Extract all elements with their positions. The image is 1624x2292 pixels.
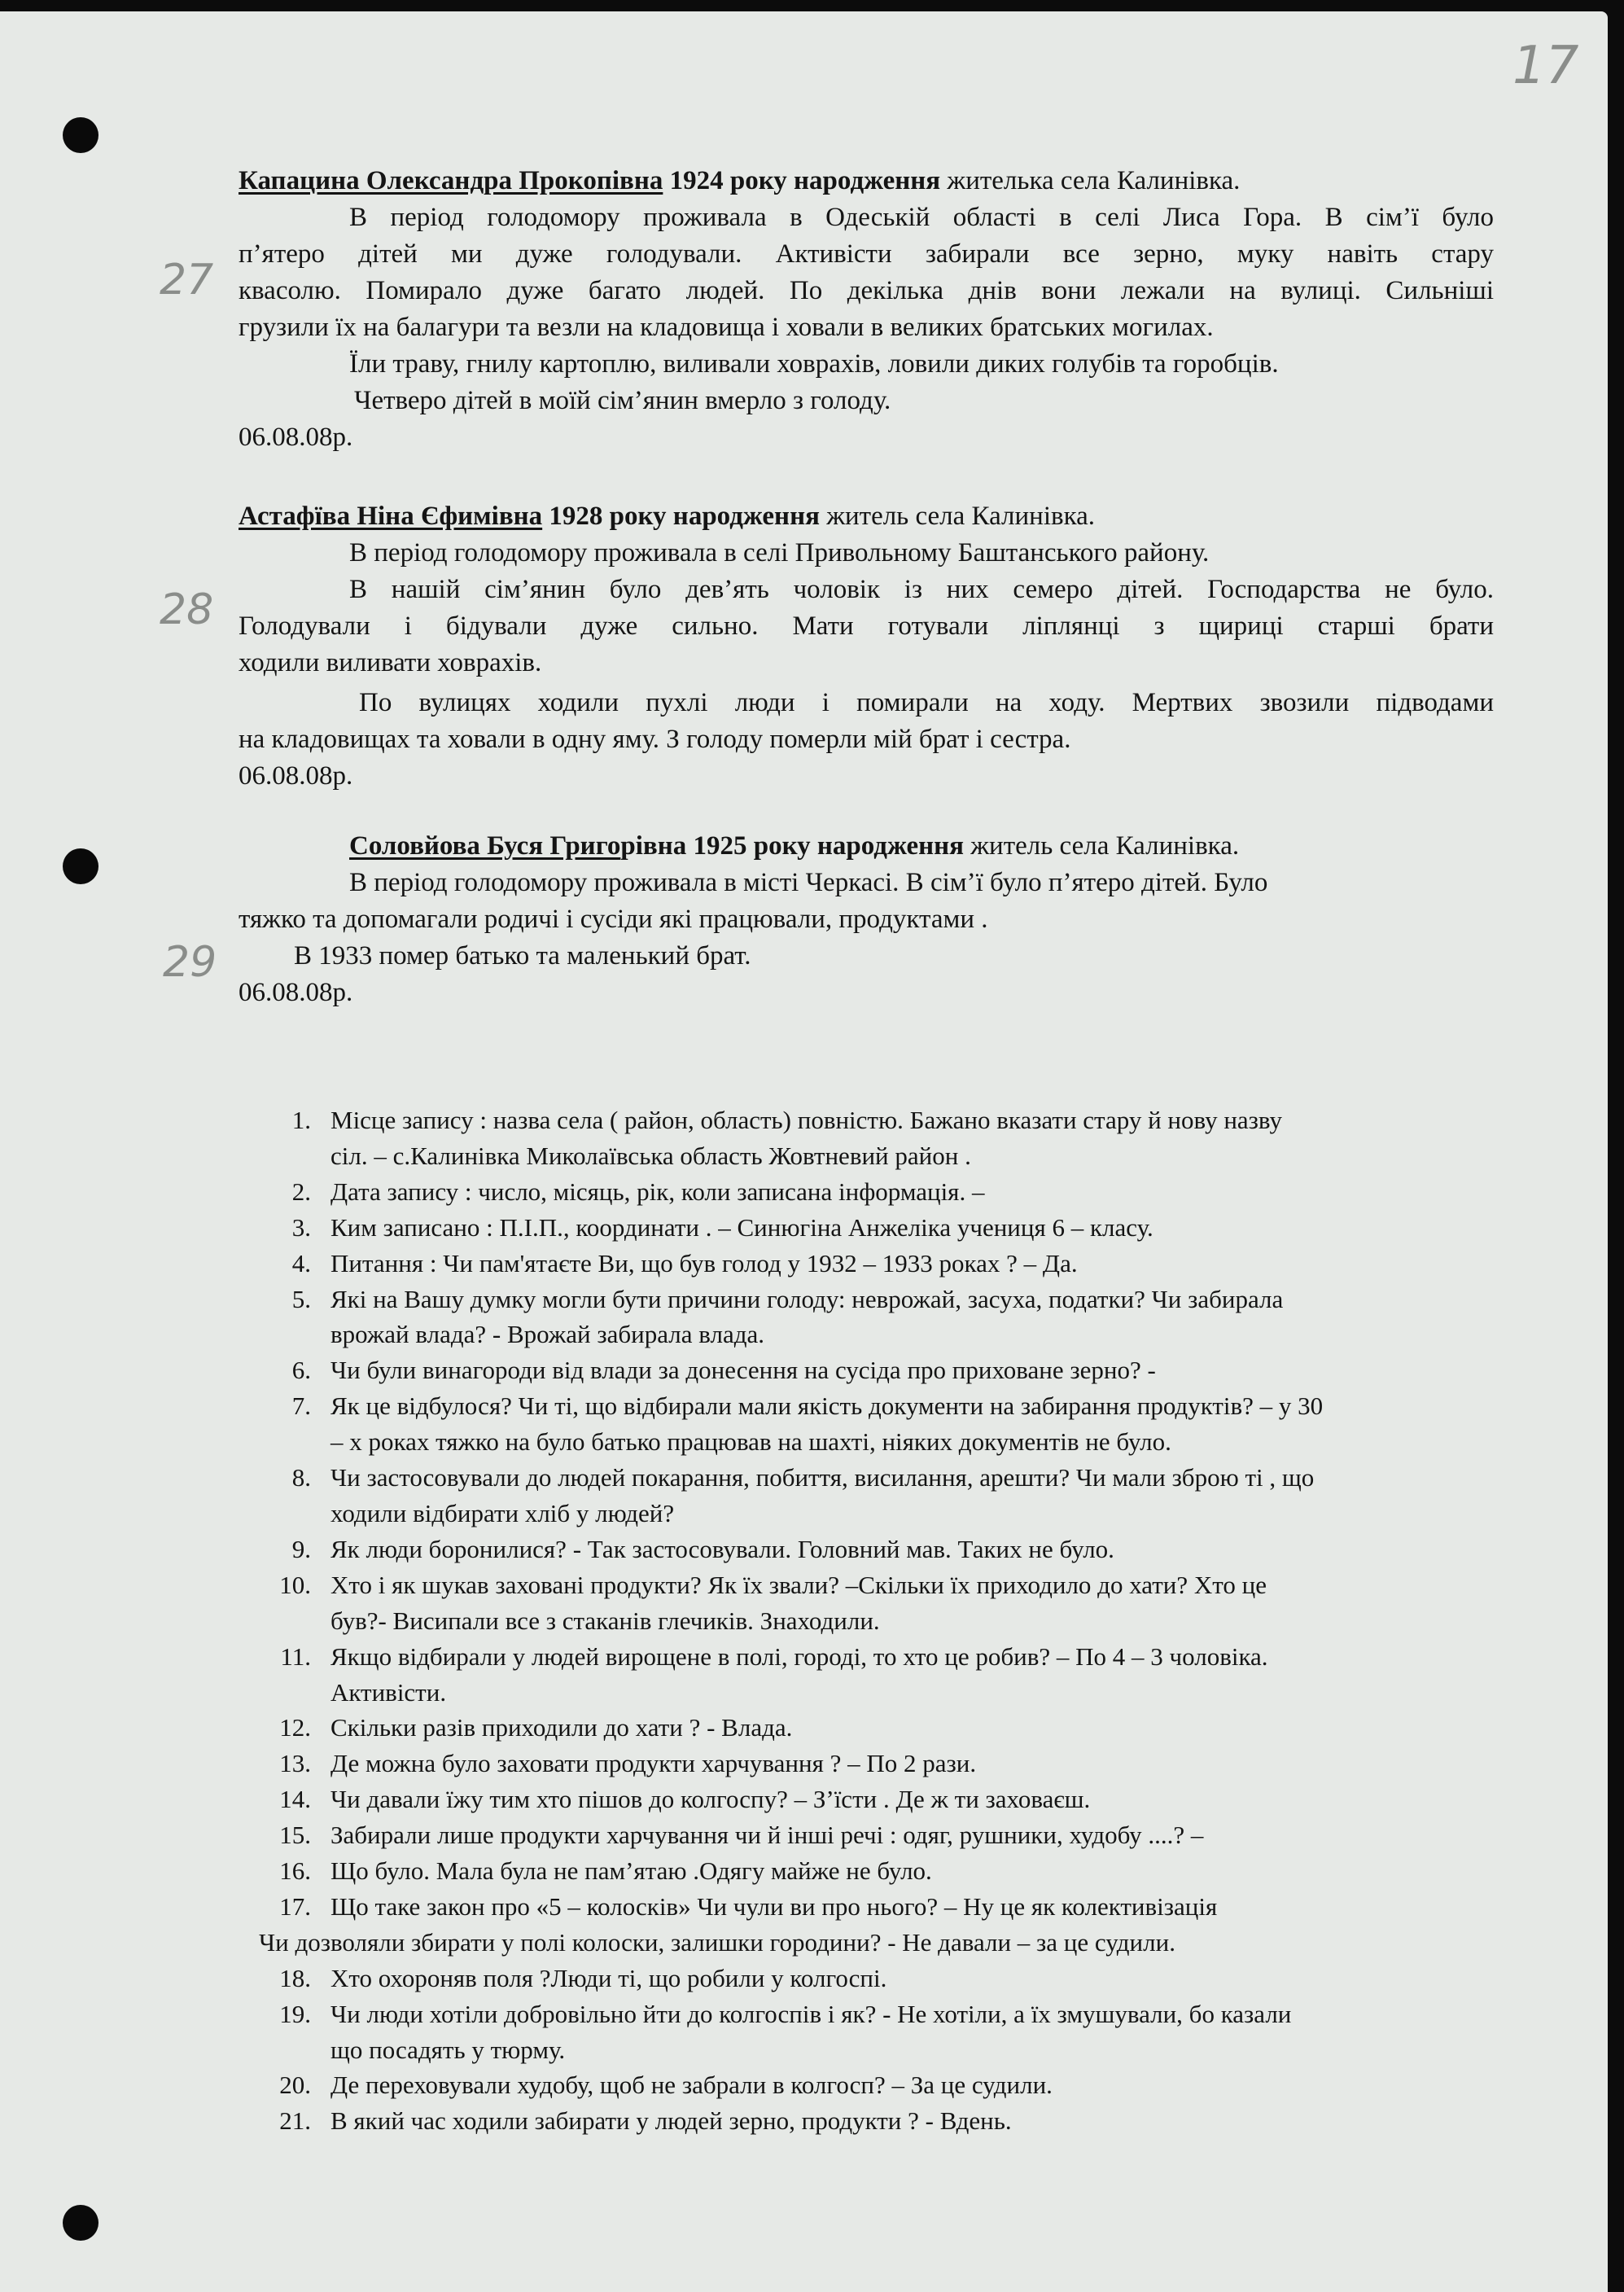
question-text-line: ходили відбирати хліб у людей? [330, 1498, 675, 1527]
question-item [269, 1746, 1506, 1781]
question-text-line: Забирали лише продукти харчування чи й інші речі : одяг, рушники, худобу ....? – [330, 1821, 1204, 1850]
question-number: 14. [279, 1785, 311, 1814]
question-text-line: Які на Вашу думку могли бути причини голоду: неврожай, засуха, податки? Чи забирала [330, 1284, 1284, 1313]
question-text-line: що посадять у тюрму. [330, 2035, 566, 2064]
birth-year: 1925 року народження [693, 831, 964, 861]
question-item [269, 1710, 1506, 1746]
residence: житель села Калинівка. [826, 502, 1096, 531]
text-line: Четверо дітей в моїй сім’янин вмерло з голоду. [354, 386, 891, 415]
residence: жителька села Калинівка. [947, 166, 1241, 195]
text-line: Їли траву, гнилу картоплю, виливали ховрахів, ловили диких голубів та горобців. [349, 349, 1279, 379]
entry-header [239, 163, 1494, 199]
question-text-line: Хто і як шукав заховані продукти? Як їх звали? –Скільки їх приходило до хати? Хто це [330, 1570, 1267, 1599]
entry-date: 06.08.08р. [239, 978, 353, 1007]
question-item [269, 1532, 1506, 1567]
text-line: ходили виливати ховрахів. [239, 648, 542, 677]
question-text-line: Місце запису : назва села ( район, область) повністю. Бажано вказати стару й нову назву [330, 1106, 1283, 1134]
question-text-line: Скільки разів приходили до хати ? - Влада. [330, 1713, 793, 1742]
question-number: 3. [291, 1212, 311, 1242]
question-text-line: Що таке закон про «5 – колосків» Чи чули ви про нього? – Ну це як колективізація [330, 1891, 1218, 1921]
question-number: 4. [291, 1248, 311, 1277]
question-text-line: Ким записано : П.І.П., координати . – Синюгіна Анжеліка учениця 6 – класу. [330, 1212, 1153, 1242]
question-item [269, 1567, 1506, 1639]
question-number: 6. [291, 1356, 311, 1385]
person-name-tail: рівна [620, 831, 687, 861]
text-line: грузили їх на балагури та везли на кладовища і ховали в великих братських могилах. [239, 313, 1214, 342]
person-name: Соловйова Буся Григо [349, 831, 621, 861]
question-text-line: Чи застосовували до людей покарання, побиття, висилання, арешти? Чи мали зброю ті , що [330, 1463, 1315, 1492]
punch-hole [63, 117, 98, 153]
question-number: 21. [279, 2106, 311, 2136]
entry-header [239, 498, 1494, 535]
question-number: 1. [291, 1106, 311, 1134]
testimony-entry [239, 498, 1494, 795]
question-item [269, 1781, 1506, 1817]
question-text-line: Активісти. [330, 1677, 447, 1707]
question-text-line: Чи люди хотіли добровільно йти до колгоспів і як? - Не хотіли, а їх змушували, бо казали [330, 1999, 1292, 2028]
question-number: 13. [279, 1749, 311, 1778]
testimony-entry [239, 828, 1494, 1011]
punch-hole [63, 2205, 98, 2241]
text-line: тяжко та допомагали родичі і сусіди які працювали, продуктами . [239, 905, 988, 934]
question-number: 11. [280, 1641, 311, 1671]
question-item [269, 1246, 1506, 1282]
birth-year: 1928 року народження [549, 502, 820, 531]
entry-date: 06.08.08р. [239, 761, 353, 791]
text-line: В 1933 помер батько та маленький брат. [294, 941, 751, 971]
text-line: на кладовищах та ховали в одну яму. З голоду померли мій брат і сестра. [239, 725, 1071, 754]
questionnaire-list [259, 1102, 1506, 2139]
text-line: п’ятеро дітей ми дуже голодували. Активісти забирали все зерно, муку навіть стару [239, 239, 1494, 269]
question-number: 9. [291, 1534, 311, 1563]
question-number: 8. [291, 1463, 311, 1492]
question-number: 17. [279, 1891, 311, 1921]
question-number: 15. [279, 1821, 311, 1850]
question-item [269, 1102, 1506, 1174]
margin-number: 29 [163, 938, 217, 987]
question-number: 19. [279, 1999, 311, 2028]
question-item [269, 2067, 1506, 2103]
person-name: Капацина Олександра Прокопівна [239, 166, 663, 195]
entry-date: 06.08.08р. [239, 423, 353, 452]
question-number: 18. [279, 1963, 311, 1992]
page-number-handwritten: 17 [1512, 36, 1579, 96]
birth-year: 1924 року народження [669, 166, 941, 195]
document-page [0, 11, 1608, 2292]
question-text-line: Де переховували худобу, щоб не забрали в колгосп? – За це судили. [330, 2071, 1053, 2100]
text-line: квасолю. Помирало дуже багато людей. По декілька днів вони лежали на вулиці. Сильніші [239, 276, 1494, 305]
question-item [269, 1853, 1506, 1889]
question-text-line: Дата запису : число, місяць, рік, коли записана інформація. – [330, 1177, 985, 1206]
entry-header [239, 828, 1494, 865]
testimony-entry [239, 163, 1494, 456]
question-text-line: Питання : Чи пам'ятаєте Ви, що був голод у 1932 – 1933 роках ? – Да. [330, 1248, 1078, 1277]
question-text-line: сіл. – с.Калинівка Миколаївська область Жовтневий район . [330, 1141, 971, 1170]
text-line: В нашій сім’янин було дев’ять чоловік із них семеро дітей. Господарства не було. [349, 575, 1494, 604]
question-text-line: Як люди боронилися? - Так застосовували. Головний мав. Таких не було. [330, 1534, 1114, 1563]
text-line: В період голодомору проживала в селі Привольному Баштанського району. [349, 538, 1210, 568]
question-number: 10. [279, 1570, 311, 1599]
question-item [269, 1174, 1506, 1210]
question-text-line: Де можна було заховати продукти харчування ? – По 2 рази. [330, 1749, 977, 1778]
person-name: Астафїва Ніна Єфимівна [239, 502, 543, 531]
margin-number: 28 [160, 585, 214, 634]
question-text-line: – х роках тяжко на було батько працював на шахті, ніяких документів не було. [330, 1427, 1171, 1457]
question-number: 20. [279, 2071, 311, 2100]
question-text-line: В який час ходили забирати у людей зерно, продукти ? - Вдень. [330, 2106, 1012, 2136]
question-text-line: Що було. Мала була не пам’ятаю .Одягу майже не було. [330, 1856, 932, 1886]
question-number: 7. [291, 1391, 311, 1421]
question-number: 2. [291, 1177, 311, 1206]
margin-number: 27 [160, 256, 214, 305]
punch-hole [63, 848, 98, 884]
question-text-line: Чи дозволяли збирати у полі колоски, залишки городини? - Не давали – за це судили. [259, 1927, 1175, 1957]
residence: житель села Калинівка. [970, 831, 1240, 861]
question-text-line: Хто охороняв поля ?Люди ті, що робили у колгоспі. [330, 1963, 887, 1992]
text-line: По вулицях ходили пухлі люди і помирали на ходу. Мертвих звозили підводами [359, 688, 1494, 717]
question-text-line: Якщо відбирали у людей вирощене в полі, городі, то хто це робив? – По 4 – 3 чоловіка. [330, 1641, 1268, 1671]
question-item [269, 1996, 1506, 2068]
question-item [269, 1352, 1506, 1388]
question-item [269, 1282, 1506, 1353]
question-item [269, 2103, 1506, 2139]
question-item [269, 1961, 1506, 1996]
question-item [269, 1817, 1506, 1853]
question-number: 12. [279, 1713, 311, 1742]
text-line: Голодували і бідували дуже сильно. Мати готували ліплянці з щириці старші брати [239, 611, 1494, 641]
question-item [259, 1889, 1506, 1961]
question-number: 16. [279, 1856, 311, 1886]
question-text-line: Чи давали їжу тим хто пішов до колгоспу? – З’їсти . Де ж ти заховаєш. [330, 1785, 1091, 1814]
question-item [269, 1460, 1506, 1532]
question-item [269, 1388, 1506, 1460]
question-text-line: Чи були винагороди від влади за донесення на сусіда про приховане зерно? - [330, 1356, 1156, 1385]
question-text-line: врожай влада? - Врожай забирала влада. [330, 1320, 764, 1349]
question-text-line: був?- Висипали все з стаканів глечиків. Знаходили. [330, 1606, 880, 1635]
question-item [269, 1639, 1506, 1711]
text-line: В період голодомору проживала в місті Черкасі. В сім’ї було п’ятеро дітей. Було [349, 868, 1268, 897]
text-line: В період голодомору проживала в Одеській області в селі Лиса Гора. В сім’ї було [349, 203, 1494, 232]
question-item [269, 1210, 1506, 1246]
question-text-line: Як це відбулося? Чи ті, що відбирали мали якість документи на забирання продуктів? – у 30 [330, 1391, 1324, 1421]
question-number: 5. [291, 1284, 311, 1313]
